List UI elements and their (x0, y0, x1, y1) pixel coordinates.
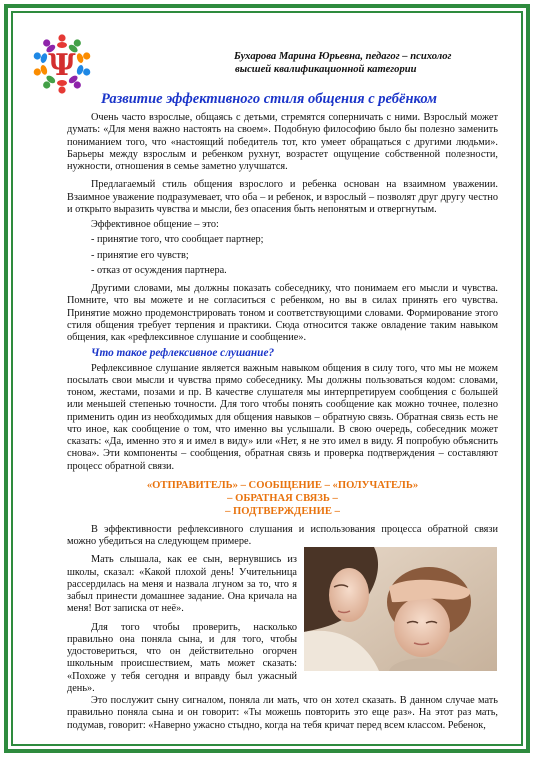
list-item: - принятие его чувств; (91, 249, 189, 261)
feedback-chain-line: – ПОДТВЕРЖДЕНИЕ – (225, 505, 340, 517)
feedback-chain (67, 479, 498, 518)
paragraph-intro: Очень часто взрослые, общаясь с детьми, стремятся соперничать с ними. Взрослый может думать: «Для меня важно настоять на своем». Подобную философию было бы полезно заменить пониманием того, что «настоящий победитель тот, кто умеет обращаться с другими людьми». Барьеры между взрослым и ребенком рухнут, возрастет ощущение собственной полезности, нужности, отношения в семье заметно улучшатся. (67, 112, 498, 172)
feedback-chain-line: – ОБРАТНАЯ СВЯЗЬ – (227, 492, 338, 504)
list-item: - отказ от осуждения партнера. (91, 264, 227, 276)
logo-figure-head (34, 52, 41, 59)
logo-figure-body (76, 64, 85, 75)
logo-figure-head (58, 34, 65, 41)
logo-figure-head (74, 39, 81, 46)
author-block (234, 50, 504, 76)
page-title: Развитие эффективного стиля общения с ребёнком (101, 91, 437, 107)
paragraph-example-story: Мать слышала, как ее сын, вернувшись из школы, сказал: «Какой плохой день! Учительница рассердилась на меня и назвала лгуном за то, что я забыл принести домашнее задание. Она кричала на меня! Вот записка от неё». (67, 554, 297, 615)
logo-figure-head (83, 68, 90, 75)
paragraph-acceptance: Другими словами, мы должны показать собеседнику, что понимаем его мысли и чувства. Помните, что вы можете и не согласиться с ребенком, но вы в силах принять его чувства. Принятие можно продемонстрировать тоном и соответствующими словами. Формирование этого стиля общения требует терпения и практики. Сюда относится также овладение таким навыком общения, как «рефлексивное слушание и сообщение». (67, 283, 498, 343)
paragraph-example-result: Это послужит сыну сигналом, поняла ли мать, что он хотел сказать. В данном случае мать правильно поняла сына и он говорит: «Ты можешь повторить это еще раз». На этот раз мать, подумав, говорит: «Наверно ужасно стыдно, когда на тебя кричат перед всем классом. Ребенок, (67, 695, 498, 731)
logo-figure-body (40, 64, 49, 75)
author-qualification: высшей квалификационной категории (235, 64, 417, 75)
paragraph-example-intro: В эффективности рефлексивного слушания и использования процесса обратной связи можно убедиться на следующем примере. (67, 523, 498, 547)
logo-figure-head (43, 39, 50, 46)
logo-figure-head (83, 52, 90, 59)
paragraph-respect: Предлагаемый стиль общения взрослого и ребенка основан на взаимном уважении. Взаимное уважение подразумевает, что оба – и ребенок, и взрослый – позволят друг другу честно и открыто выразить чувства и мысли, без опасения быть непонятым и отвергнутым. (67, 179, 498, 215)
paragraph-example-check: Для того чтобы проверить, насколько правильно она поняла сына, и для того, чтобы удостовериться, что он действительно огорчен школьным происшествием, мать может сказать: «Похоже у тебя сегодня и вправду был ужасный день». (67, 621, 297, 694)
paragraph-reflexive-listening: Рефлексивное слушание является важным навыком общения в силу того, что мы не можем посылать свои мысли и чувства прямо собеседнику. Мы должны пользоваться кодом: словами, тоном, жестами, позами и пр. В качестве слушателя мы интерпретируем сообщения с большей или меньшей степенью точности. Для того чтобы понять сообщение как можно точнее, полезно применить один из необходимых для общения навыков – обратную связь. Обратная связь есть не что иное, как сообщение о том, что именно вы услышали. В свою очередь, собеседник может сказать: «Да, именно это я и имел в виду» или «Нет, я не это имел в виду. Я попробую объяснить снова». Эти компоненты – сообщения, обратная связь и проверка подтверждения – составляют процесс обратной связи. (67, 362, 498, 472)
logo-figure-head (34, 68, 41, 75)
psychology-psi-logo (28, 30, 96, 98)
logo-figure-body (40, 52, 49, 63)
list-intro: Эффективное общение – это: (91, 219, 219, 230)
subheading-reflexive-listening: Что такое рефлексивное слушание? (91, 347, 275, 360)
effective-communication-list (67, 219, 498, 277)
svg-text:Ψ: Ψ (48, 48, 76, 83)
list-item: - принятие того, что сообщает партнер; (91, 234, 264, 246)
feedback-chain-line: «ОТПРАВИТЕЛЬ» – СООБЩЕНИЕ – «ПОЛУЧАТЕЛЬ» (146, 479, 419, 491)
author-name: Бухарова Марина Юрьевна, педагог – психолог (234, 51, 452, 62)
logo-figure-body (76, 52, 85, 63)
mother-and-child-photo (304, 547, 497, 671)
